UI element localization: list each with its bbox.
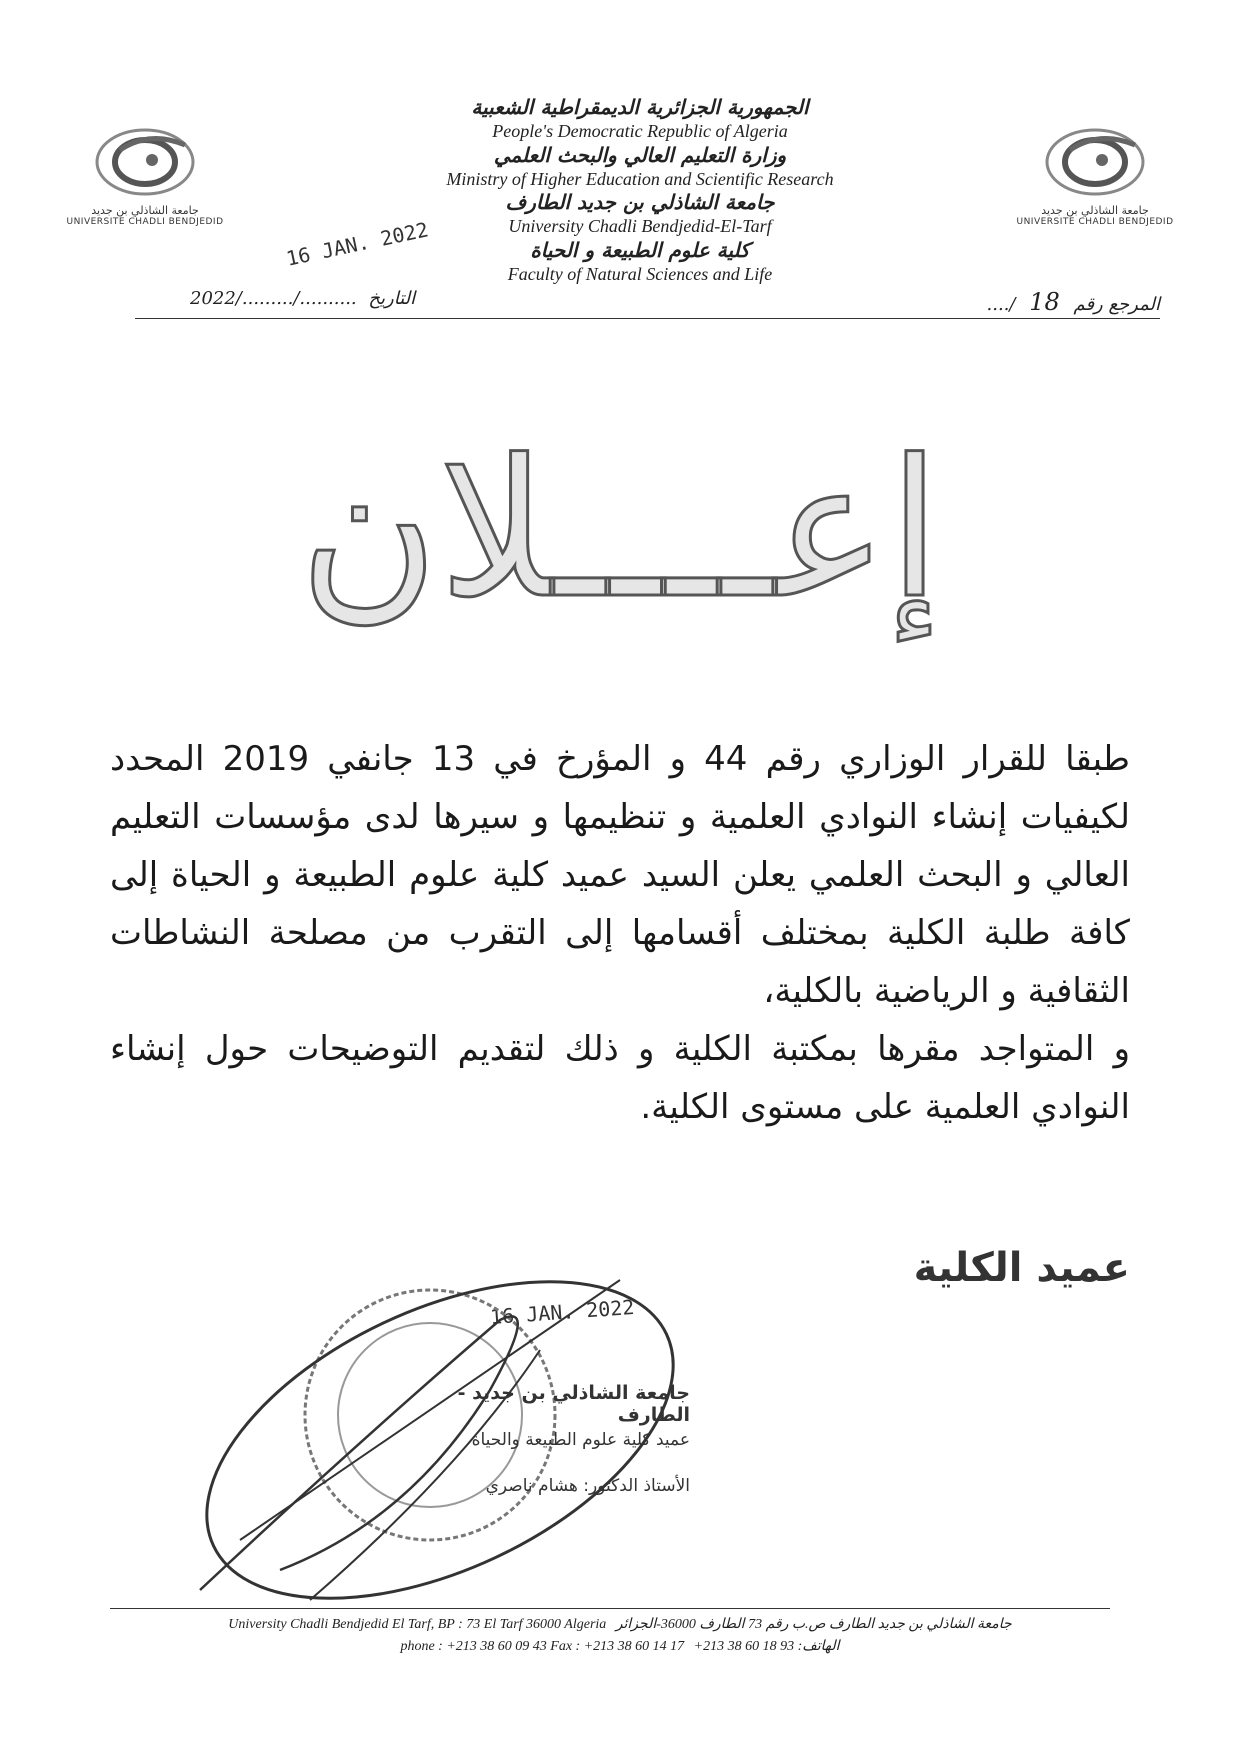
seal-line-1: جامعة الشاذلي بن جديد - الطارف [457, 1382, 690, 1426]
seal-line-3: الأستاذ الدكتور: هشام ناصري [485, 1476, 690, 1496]
signature-date-stamp: 16 JAN. 2022 [489, 1294, 636, 1330]
footer-address-ar: جامعة الشاذلي بن جديد الطارف ص.ب رقم 73 الطارف 36000-الجزائر [615, 1617, 1012, 1632]
header-date-stamp: 16 JAN. 2022 [284, 217, 431, 271]
university-en: University Chadli Bendjedid-El-Tarf [508, 216, 772, 236]
signature-title: عميد الكلية [913, 1245, 1130, 1291]
footer-phone-en: phone : +213 38 60 09 43 Fax : +213 38 60 14 17 [400, 1639, 685, 1654]
university-logo-icon [1040, 120, 1150, 200]
seal-line-2: عميد كلية علوم الطبيعة والحياة [471, 1430, 690, 1450]
letterhead [410, 95, 870, 285]
body-paragraph-1: طبقا للقرار الوزاري رقم 44 و المؤرخ في 13 جانفي 2019 المحدد لكيفيات إنشاء النوادي العلمية و تنظيمها و سيرها لدى مؤسسات التعليم العالي و البحث العلمي يعلن السيد عميد كلية علوم الطبيعة و الحياة إلى كافة طلبة الكلية بمختلف أقسامها إلى التقرب من مصلحة النشاطات الثقافية و الرياضية بالكلية، [110, 739, 1130, 1011]
logo-name-ar: جامعة الشاذلي بن جديد [91, 204, 199, 217]
reference-number: المرجع رقم 18 /.... [986, 288, 1160, 316]
announcement-body [110, 730, 1130, 1136]
reference-value: 18 [1029, 288, 1060, 316]
date-field [190, 288, 415, 309]
republic-en: People's Democratic Republic of Algeria [492, 121, 788, 141]
logo-name-ar: جامعة الشاذلي بن جديد [1041, 204, 1149, 217]
faculty-en: Faculty of Natural Sciences and Life [507, 263, 773, 284]
reference-label: المرجع رقم [1073, 294, 1160, 315]
announcement-title: إعــــلان [299, 419, 941, 640]
ministry-ar: وزارة التعليم العالي والبحث العلمي [493, 142, 787, 167]
ministry-en: Ministry of Higher Education and Scientific Research [446, 168, 834, 189]
footer-phone-ar: الهاتف: 93 18 60 38 213+ [693, 1639, 840, 1654]
footer-phone [180, 1638, 1060, 1655]
university-logo-icon [90, 120, 200, 200]
footer-address [180, 1616, 1060, 1633]
logo-name-fr: UNIVERSITE CHADLI BENDJEDID [66, 217, 224, 227]
logo-name-fr: UNIVERSITE CHADLI BENDJEDID [1016, 217, 1174, 227]
university-logo-right [1010, 120, 1180, 227]
date-value: 2022/........./.......... [190, 288, 357, 309]
faculty-ar: كلية علوم الطبيعة و الحياة [530, 237, 750, 262]
university-logo-left [60, 120, 230, 227]
republic-ar: الجمهورية الجزائرية الديمقراطية الشعبية [471, 95, 809, 119]
footer-rule [110, 1608, 1110, 1609]
seal-text [420, 1382, 690, 1496]
university-ar: جامعة الشاذلي بن جديد الطارف [505, 190, 775, 214]
footer-address-en: University Chadli Bendjedid El Tarf, BP : 73 El Tarf 36000 Algeria [228, 1617, 607, 1632]
date-label: التاريخ [368, 288, 416, 309]
header-rule [135, 318, 1160, 319]
body-paragraph-2: و المتواجد مقرها بمكتبة الكلية و ذلك لتقديم التوضيحات حول إنشاء النوادي العلمية على مستوى الكلية. [110, 1029, 1130, 1127]
